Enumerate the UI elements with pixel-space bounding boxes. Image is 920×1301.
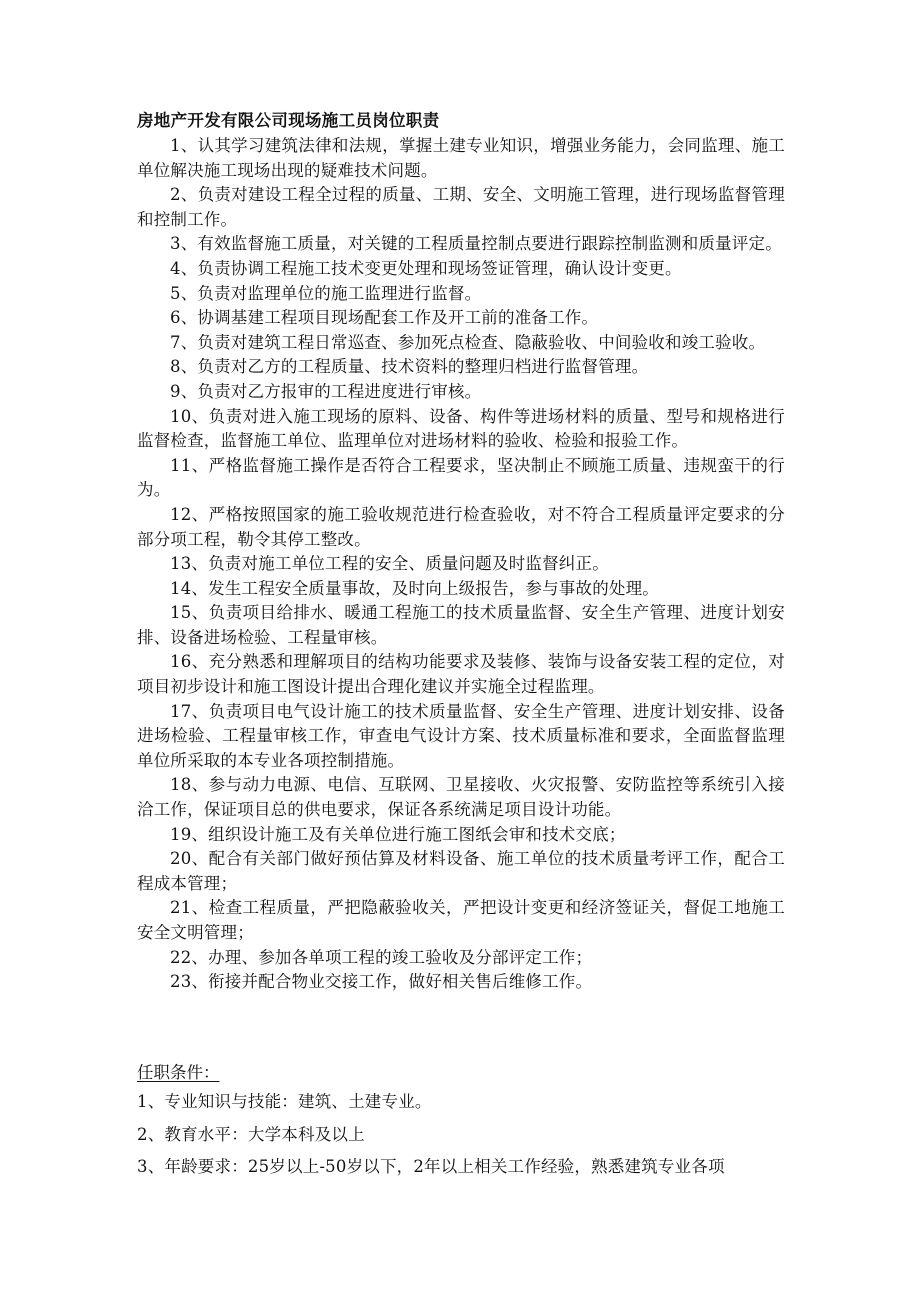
duty-item: 21、检查工程质量，严把隐蔽验收关，严把设计变更和经济签证关，督促工地施工安全文明管理；	[137, 898, 785, 942]
duty-item: 7、负责对建筑工程日常巡查、参加死点检查、隐蔽验收、中间验收和竣工验收。	[170, 332, 766, 352]
duty-item: 17、负责项目电气设计施工的技术质量监督、安全生产管理、进度计划安排、设备进场检验、工程量审核工作，审查电气设计方案、技术质量标准和要求，全面监督监理单位所采取的本专业各项控制措施。	[137, 701, 785, 770]
duty-item: 18、参与动力电源、电信、互联网、卫星接收、火灾报警、安防监控等系统引入接洽工作，保证项目总的供电要求，保证各系统满足项目设计功能。	[137, 775, 785, 820]
duty-item: 20、配合有关部门做好预估算及材料设备、施工单位的技术质量考评工作，配合工程成本管理；	[137, 849, 785, 893]
duty-item: 6、协调基建工程项目现场配套工作及开工前的准备工作。	[170, 308, 599, 328]
duty-item: 12、严格按照国家的施工验收规范进行检查验收，对不符合工程质量评定要求的分部分项工程，勒令其停工整改。	[137, 504, 785, 549]
duty-item: 23、衔接并配合物业交接工作，做好相关售后维修工作。	[170, 972, 593, 992]
document-title: 房地产开发有限公司现场施工员岗位职责	[137, 111, 440, 130]
requirement-item: 1、专业知识与技能：建筑、土建专业。	[137, 1092, 432, 1111]
duty-item: 8、负责对乙方的工程质量、技术资料的整理归档进行监督管理。	[170, 357, 649, 377]
duty-item: 15、负责项目给排水、暖通工程施工的技术质量监督、安全生产管理、进度计划安排、设备进场检验、工程量审核。	[137, 603, 785, 647]
duty-item: 19、组织设计施工及有关单位进行施工图纸会审和技术交底；	[170, 824, 626, 844]
requirement-item: 3、年龄要求：25岁以上-50岁以下，2年以上相关工作经验，熟悉建筑专业各项	[137, 1157, 725, 1176]
duty-item: 13、负责对施工单位工程的安全、质量问题及时监督纠正。	[170, 554, 609, 574]
duty-item: 5、负责对监理单位的施工监理进行监督。	[170, 283, 482, 303]
requirements-list	[137, 1087, 785, 1185]
duty-item: 10、负责对进入施工现场的原料、设备、构件等进场材料的质量、型号和规格进行监督检查，监督施工单位、监理单位对进场材料的验收、检验和报验工作。	[137, 406, 785, 451]
duty-item: 16、充分熟悉和理解项目的结构功能要求及装修、装饰与设备安装工程的定位，对项目初步设计和施工图设计提出合理化建议并实施全过程监理。	[137, 652, 785, 697]
requirement-item: 2、教育水平：大学本科及以上	[137, 1124, 365, 1144]
duty-item: 22、办理、参加各单项工程的竣工验收及分部评定工作；	[170, 947, 593, 967]
duty-item: 4、负责协调工程施工技术变更处理和现场签证管理，确认设计变更。	[170, 258, 682, 278]
requirements-heading: 任职条件：	[137, 1063, 220, 1082]
duty-item: 9、负责对乙方报审的工程进度进行审核。	[170, 381, 482, 401]
duty-item: 14、发生工程安全质量事故，及时向上级报告，参与事故的处理。	[170, 578, 659, 598]
duty-item: 3、有效监督施工质量，对关键的工程质量控制点要进行跟踪控制监测和质量评定。	[170, 234, 782, 254]
duties-list	[137, 134, 785, 995]
duty-item: 11、严格监督施工操作是否符合工程要求，坚决制止不顾施工质量、违规蛮干的行为。	[137, 455, 785, 500]
duty-item: 2、负责对建设工程全过程的质量、工期、安全、文明施工管理，进行现场监督管理和控制工作。	[137, 185, 785, 229]
duty-item: 1、认其学习建筑法律和法规，掌握土建专业知识，增强业务能力，会同监理、施工单位解决施工现场出现的疑难技术问题。	[137, 136, 785, 180]
